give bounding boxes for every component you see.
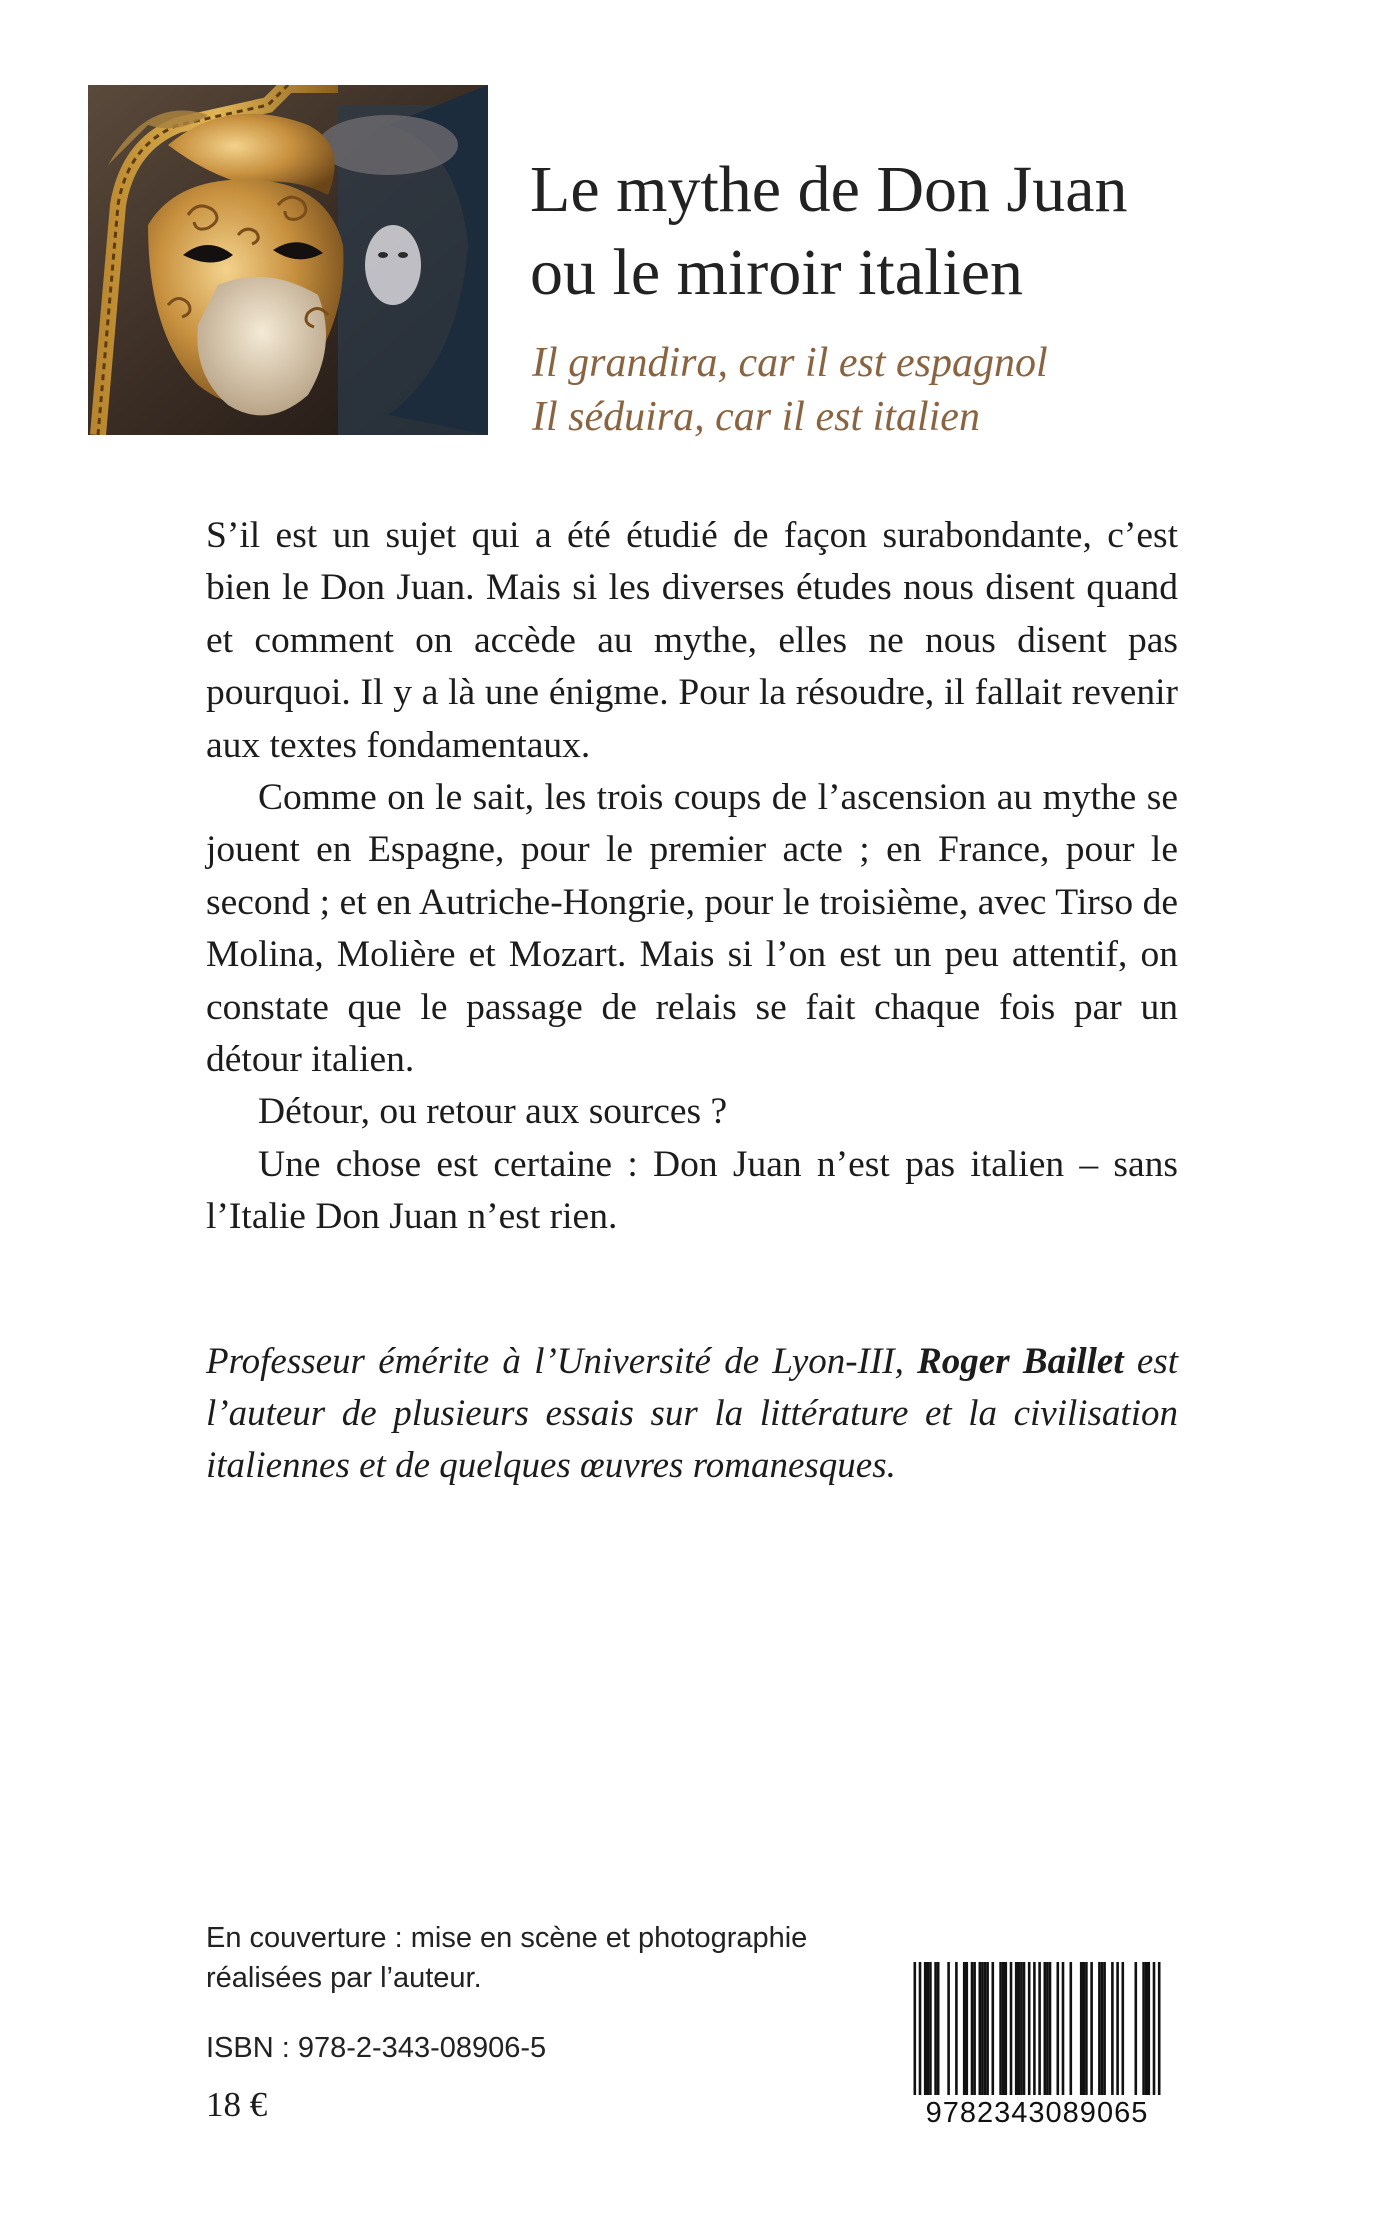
barcode-bar <box>1002 1962 1005 2097</box>
cover-credit <box>206 1918 846 1998</box>
barcode-bar <box>1015 1962 1018 2097</box>
barcode-bar <box>971 1962 974 2097</box>
barcode-bar <box>1044 1962 1047 2097</box>
barcode-bar <box>1145 1962 1148 2097</box>
barcode-bar <box>979 1962 982 2097</box>
barcode-bar <box>986 1962 989 2097</box>
cover-photo-mask <box>88 85 488 435</box>
title-line-2: ou le miroir italien <box>530 236 1024 309</box>
barcode-bar <box>929 1962 932 2097</box>
barcode-bar <box>1038 1962 1041 2097</box>
barcode-bar <box>1046 1962 1049 2097</box>
bio-suffix: est l’auteur de plusieurs essais sur la littérature et la civilisation italiennes et de quelques œuvres romanesques. <box>206 1341 1179 1486</box>
title-line-1: Le mythe de Don Juan <box>530 153 1128 226</box>
author-bio <box>206 1336 1178 1492</box>
barcode-bar <box>955 1962 958 2097</box>
barcode-bar <box>1098 1962 1101 2097</box>
barcode-bar <box>1090 1962 1093 2097</box>
barcode-bar <box>1018 1962 1021 2097</box>
barcode-bar <box>1122 1962 1125 2097</box>
barcode-bar <box>1111 1962 1114 2097</box>
barcode-bar <box>966 1962 969 2097</box>
isbn: ISBN : 978-2-343-08906-5 <box>206 2032 547 2064</box>
summary-paragraph-2: Comme on le sait, les trois coups de l’ascension au mythe se jouent en Espagne, pour le premier acte ; en France, pour le second ; et en Autriche-Hongrie, pour le troisième, avec Tirso de Molina, Molière et Mozart. Mais si l’on est un peu attentif, on constate que le passage de relais se fait chaque fois par un détour italien. <box>206 777 1178 1081</box>
barcode-digits: 9782343089065 <box>898 2095 1176 2131</box>
summary-paragraph-1: S’il est un sujet qui a été étudié de façon surabondante, c’est bien le Don Juan. Mais si les diverses études nous disent quand et comment on accède au mythe, elles ne nous disent pas pourquoi. Il y a là une énigme. Pour la résoudre, il fallait revenir aux textes fondamentaux. <box>206 515 1178 766</box>
barcode-bar <box>1010 1962 1013 2097</box>
barcode-bar <box>937 1962 940 2097</box>
barcode-bar <box>1153 1962 1156 2097</box>
barcode-bar <box>1020 1962 1023 2097</box>
bio-prefix: Professeur émérite à l’Université de Lyon-III, <box>206 1341 904 1382</box>
barcode-bar <box>1116 1962 1119 2097</box>
barcode-bar <box>1028 1962 1031 2097</box>
barcode-bar <box>947 1962 950 2097</box>
credit-line-1: En couverture : mise en scène et photographie <box>206 1922 808 1954</box>
barcode-bar <box>1080 1962 1083 2097</box>
barcode-bar <box>1135 1962 1138 2097</box>
venetian-mask-mirror-photo-icon <box>88 85 488 435</box>
barcode-bar <box>1023 1962 1026 2097</box>
barcode-bar <box>963 1962 966 2097</box>
barcode-bar <box>981 1962 984 2097</box>
book-title <box>530 148 1350 314</box>
epigraph-line-1: Il grandira, car il est espagnol <box>532 340 1048 386</box>
epigraph <box>532 336 1332 444</box>
barcode-bar <box>1062 1962 1065 2097</box>
barcode-bar <box>1033 1962 1036 2097</box>
barcode-bar <box>1083 1962 1086 2097</box>
barcode-bar <box>924 1962 927 2097</box>
barcode-bars <box>898 1962 1176 2097</box>
epigraph-line-2: Il séduira, car il est italien <box>532 394 980 440</box>
barcode-bar <box>973 1962 976 2097</box>
barcode-bar <box>1085 1962 1088 2097</box>
barcode-bar <box>1101 1962 1104 2097</box>
barcode-bar <box>1103 1962 1106 2097</box>
summary-paragraph-3: Détour, ou retour aux sources ? <box>258 1091 728 1133</box>
barcode-bar <box>1057 1962 1060 2097</box>
barcode-bar <box>1142 1962 1145 2097</box>
barcode-bar <box>1049 1962 1052 2097</box>
summary-paragraph-4: Une chose est certaine : Don Juan n’est pas italien – sans l’Italie Don Juan n’est rien. <box>206 1143 1178 1238</box>
price: 18 € <box>206 2085 268 2124</box>
barcode-bar <box>984 1962 987 2097</box>
barcode-bar <box>934 1962 937 2097</box>
barcode-bar <box>919 1962 922 2097</box>
credit-line-2: réalisées par l’auteur. <box>206 1962 482 1994</box>
barcode-bar <box>1070 1962 1073 2097</box>
barcode-bar <box>1005 1962 1008 2097</box>
barcode-bar <box>999 1962 1002 2097</box>
barcode-bar <box>1158 1962 1161 2097</box>
summary-text <box>206 510 1178 1244</box>
barcode-bar <box>1148 1962 1151 2097</box>
barcode-bar <box>914 1962 917 2097</box>
barcode-bar <box>927 1962 930 2097</box>
author-name: Roger Baillet <box>917 1341 1124 1382</box>
barcode-bar <box>992 1962 995 2097</box>
